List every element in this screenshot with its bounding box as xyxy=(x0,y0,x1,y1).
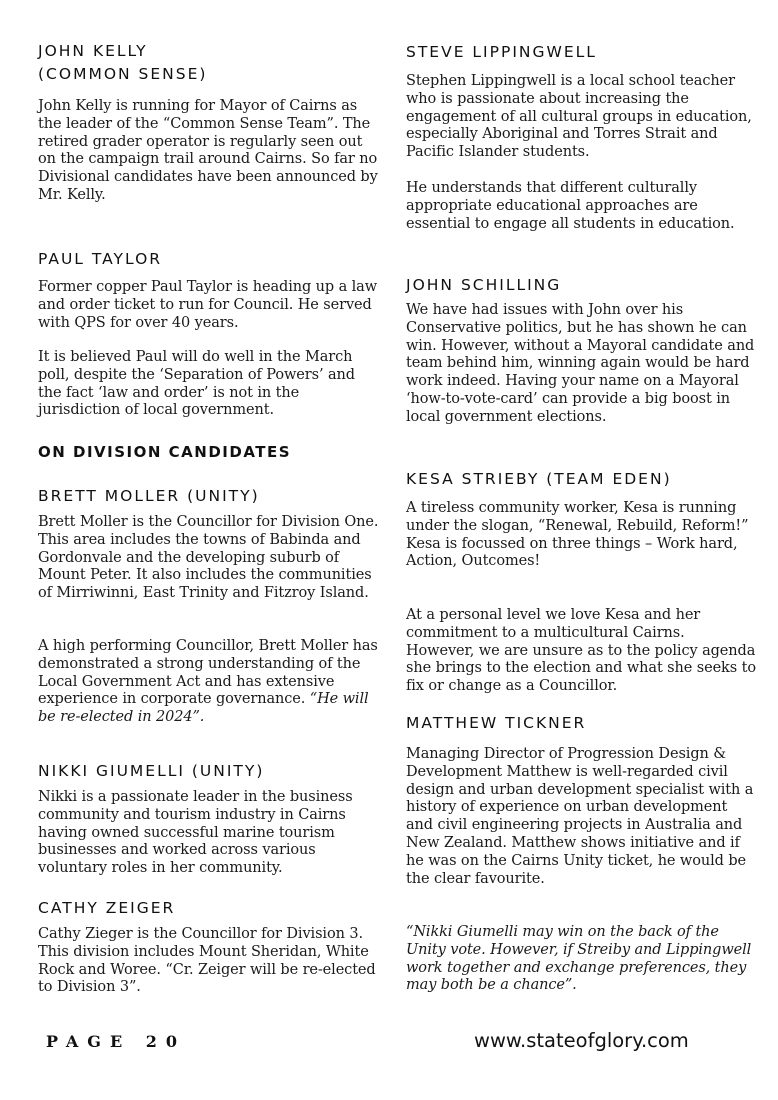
john-kelly-paragraph: John Kelly is running for Mayor of Cairns as the leader of the “Common Sense Team”. The retired grader operator is regularly seen out on the campaign trail around Cairns. So far no Divisional candidates have been announced by Mr. Kelly. xyxy=(38,98,378,203)
steve-lippingwell-paragraph-1: Stephen Lippingwell is a local school teacher who is passionate about increasing the engagement of all cultural groups in education, especially Aboriginal and Torres Strait and Pacific Islander students. xyxy=(406,73,752,161)
section-heading-brett-moller: BRETT MOLLER (UNITY) xyxy=(38,487,260,505)
section-heading-nikki-giumelli: NIKKI GIUMELLI (UNITY) xyxy=(38,762,265,780)
paul-taylor-paragraph-2: It is believed Paul will do well in the March poll, despite the ‘Separation of Powers’ and the fact ‘law and order’ is not in the jurisdiction of local government. xyxy=(38,349,355,419)
paul-taylor-paragraph-1: Former copper Paul Taylor is heading up a law and order ticket to run for Council. He served with QPS for over 40 years. xyxy=(38,279,378,331)
steve-lippingwell-paragraph-2: He understands that different culturally appropriate educational approaches are essential to engage all students in education. xyxy=(406,180,735,232)
brett-moller-paragraph-2 xyxy=(38,638,380,727)
cathy-zeiger-paragraph: Cathy Zieger is the Councillor for Division 3. This division includes Mount Sheridan, White Rock and Woree. “Cr. Zeiger will be re-elected to Division 3”. xyxy=(38,926,376,996)
section-heading-john-schilling: JOHN SCHILLING xyxy=(406,276,562,294)
section-subheading-common-sense: (COMMON SENSE) xyxy=(38,65,208,83)
john-kelly-section xyxy=(38,40,380,86)
closing-quote xyxy=(406,924,756,995)
section-heading-steve-lippingwell: STEVE LIPPINGWELL xyxy=(406,43,597,61)
kesa-strieby-paragraph-2: At a personal level we love Kesa and her commitment to a multicultural Cairns. However, we are unsure as to the policy agenda she brings to the election and what she seeks to fix or change as a Councillor. xyxy=(406,607,756,695)
section-heading-cathy-zeiger: CATHY ZEIGER xyxy=(38,899,176,917)
matthew-tickner-paragraph: Managing Director of Progression Design & Development Matthew is well-regarded civil design and urban development specialist with a history of experience on urban development and civil engineering projects in Australia and New Zealand. Matthew shows initiative and if he was on the Cairns Unity ticket, he would be the clear favourite. xyxy=(406,746,754,887)
closing-quote-text: “Nikki Giumelli may win on the back of the Unity vote. However, if Streiby and Lippingwell work together and exchange preferences, they may both be a chance”. xyxy=(406,924,752,994)
john-schilling-paragraph: We have had issues with John over his Conservative politics, but he has shown he can win. However, without a Mayoral candidate and team behind him, winning again would be hard work indeed. Having your name on a Mayoral ‘how-to-vote-card’ can provide a big boost in local government elections. xyxy=(406,302,755,425)
brett-moller-paragraph-1: Brett Moller is the Councillor for Division One. This area includes the towns of Babinda and Gordonvale and the developing suburb of Mount Peter. It also includes the communities of Mirriwinni, East Trinity and Fitzroy Island. xyxy=(38,514,379,602)
section-heading-paul-taylor: PAUL TAYLOR xyxy=(38,250,163,268)
nikki-giumelli-paragraph: Nikki is a passionate leader in the business community and tourism industry in Cairns having owned successful marine tourism businesses and worked across various voluntary roles in her community. xyxy=(38,789,353,877)
section-heading-matthew-tickner: MATTHEW TICKNER xyxy=(406,714,587,732)
kesa-strieby-paragraph-1: A tireless community worker, Kesa is running under the slogan, “Renewal, Rebuild, Reform!” Kesa is focussed on three things – Work hard, Action, Outcomes! xyxy=(406,500,749,570)
section-heading-john-kelly: JOHN KELLY xyxy=(38,42,148,60)
section-heading-kesa-strieby: KESA STRIEBY (TEAM EDEN) xyxy=(406,470,672,488)
brett-moller-quote: “He will be re-elected in 2024”. xyxy=(38,691,369,726)
brett-moller-text: A high performing Councillor, Brett Moller has demonstrated a strong understanding of the Local Government Act and has extensive experience in corporate governance. xyxy=(38,638,378,708)
section-heading-division-candidates: ON DIVISION CANDIDATES xyxy=(38,443,292,461)
page-number: PAGE 20 xyxy=(46,1032,186,1051)
website-url: www.stateofglory.com xyxy=(474,1029,689,1052)
